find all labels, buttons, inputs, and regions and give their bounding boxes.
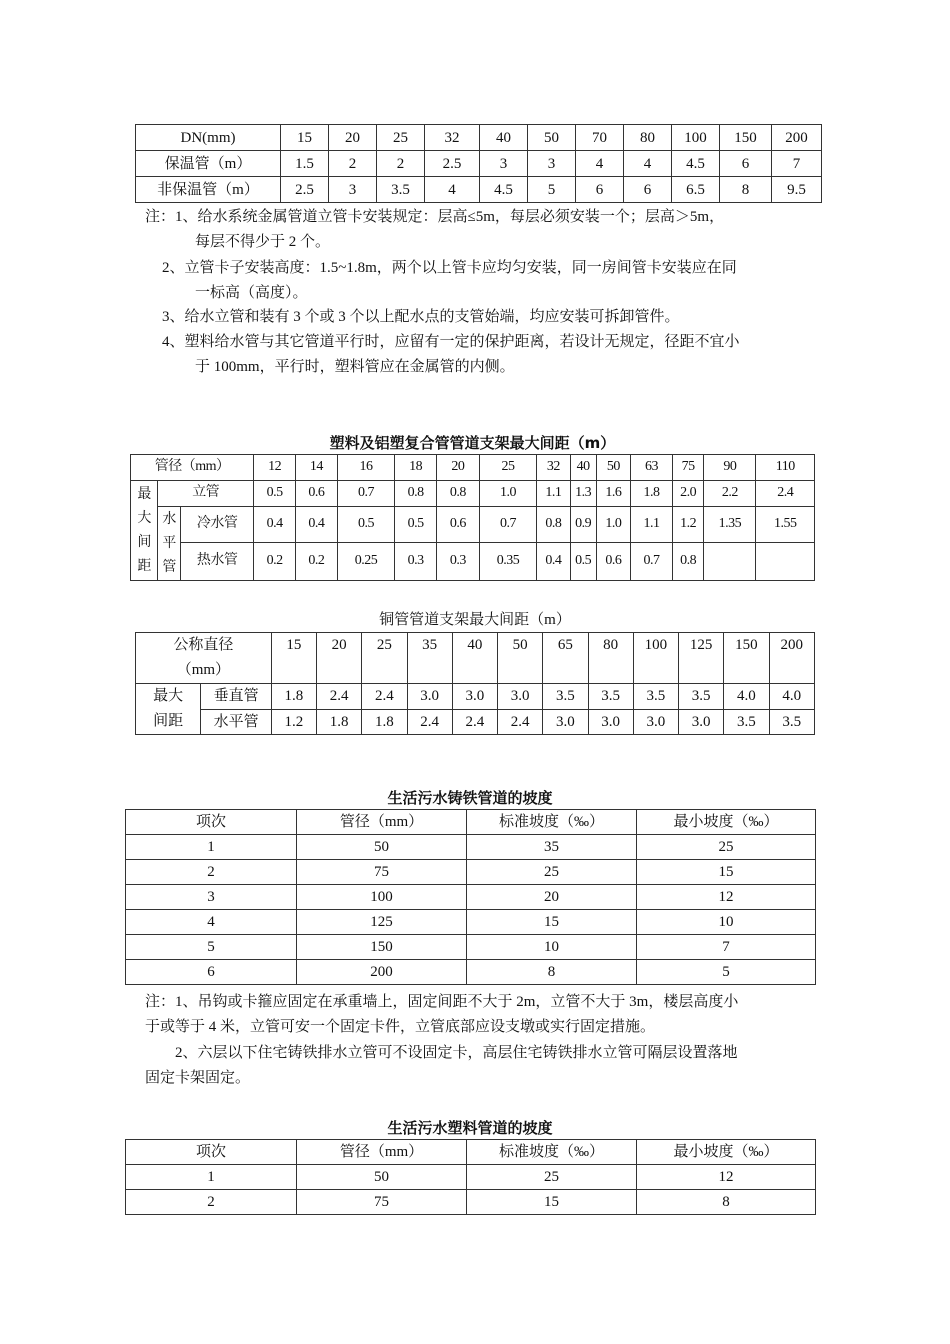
- value-cell: 15: [637, 860, 816, 885]
- value-cell: 25: [467, 1165, 637, 1190]
- size-cell: 150: [724, 633, 769, 684]
- value-cell: 2: [377, 151, 425, 177]
- value-cell: 0.7: [479, 507, 536, 543]
- table-body: [126, 1140, 816, 1215]
- value-cell: 5: [528, 177, 576, 203]
- value-cell: 3.5: [769, 709, 814, 735]
- value-cell: 8: [720, 177, 772, 203]
- value-cell: 2.5: [281, 177, 329, 203]
- value-cell: 3.0: [679, 709, 724, 735]
- size-cell: 65: [543, 633, 588, 684]
- value-cell: 1: [126, 835, 297, 860]
- value-cell: 2.4: [362, 684, 407, 710]
- value-cell: 0.4: [537, 543, 570, 581]
- value-cell: 3.5: [724, 709, 769, 735]
- value-cell: 8: [637, 1190, 816, 1215]
- value-cell: 0.35: [479, 543, 536, 581]
- header-cell: 最小坡度（‰）: [637, 1140, 816, 1165]
- note-1-line-a: 注：1、给水系统金属管道立管卡安装规定：层高≤5m，每层必须安装一个；层高＞5m，: [145, 209, 725, 225]
- value-cell: 3.5: [543, 684, 588, 710]
- value-cell: 3.5: [377, 177, 425, 203]
- value-cell: 80: [624, 125, 672, 151]
- value-cell: 3.0: [407, 684, 452, 710]
- copper-pipe-support-table: [135, 632, 815, 735]
- row-label-cell: DN(mm): [136, 125, 281, 151]
- value-cell: 2.5: [425, 151, 480, 177]
- value-cell: 20: [467, 885, 637, 910]
- table-row: [126, 960, 816, 985]
- table-row: [136, 709, 815, 735]
- note-3: 3、给水立管和装有 3 个或 3 个以上配水点的支管始端，均应安装可拆卸管件。: [162, 309, 680, 325]
- value-cell: 7: [772, 151, 822, 177]
- cold-label: 冷水管: [181, 507, 254, 543]
- value-cell: 0.6: [436, 507, 479, 543]
- value-cell: 2.4: [317, 684, 362, 710]
- size-cell: 40: [452, 633, 497, 684]
- size-cell: 50: [498, 633, 543, 684]
- value-cell: 0.4: [254, 507, 296, 543]
- value-cell: 0.5: [337, 507, 394, 543]
- value-cell: 2.4: [452, 709, 497, 735]
- table-row: [131, 481, 815, 507]
- size-cell: 40: [570, 455, 596, 481]
- value-cell: 8: [467, 960, 637, 985]
- value-cell: 2.4: [756, 481, 815, 507]
- value-cell: 0.4: [296, 507, 338, 543]
- table-row: [136, 177, 822, 203]
- header-row: [126, 1140, 816, 1165]
- value-cell: 6: [126, 960, 297, 985]
- value-cell: 6: [576, 177, 624, 203]
- value-cell: 1.55: [756, 507, 815, 543]
- value-cell: [704, 543, 756, 581]
- value-cell: 1: [126, 1165, 297, 1190]
- header-cell: 标准坡度（‰）: [467, 1140, 637, 1165]
- table-body: [126, 810, 816, 985]
- size-cell: 80: [588, 633, 633, 684]
- value-cell: 3: [126, 885, 297, 910]
- value-cell: 9.5: [772, 177, 822, 203]
- size-cell: 50: [596, 455, 630, 481]
- value-cell: 1.8: [271, 684, 316, 710]
- value-cell: 3.0: [588, 709, 633, 735]
- value-cell: 0.8: [395, 481, 437, 507]
- value-cell: 0.3: [395, 543, 437, 581]
- value-cell: 3.0: [543, 709, 588, 735]
- value-cell: 3: [528, 151, 576, 177]
- value-cell: 0.6: [296, 481, 338, 507]
- table-row: [126, 910, 816, 935]
- note-4-line-b: 于 100mm，平行时，塑料管应在金属管的内侧。: [195, 359, 515, 375]
- hot-label: 热水管: [181, 543, 254, 581]
- header-cell: 项次: [126, 810, 297, 835]
- table-row: [136, 633, 815, 684]
- value-cell: 0.3: [436, 543, 479, 581]
- header-row: [126, 810, 816, 835]
- size-cell: 20: [436, 455, 479, 481]
- value-cell: 7: [637, 935, 816, 960]
- value-cell: 25: [377, 125, 425, 151]
- header-line-1: 公称直径: [173, 637, 234, 653]
- value-cell: 50: [528, 125, 576, 151]
- value-cell: 35: [467, 835, 637, 860]
- table-row: [126, 1190, 816, 1215]
- value-cell: 1.0: [596, 507, 630, 543]
- value-cell: 15: [467, 1190, 637, 1215]
- plastic-pipe-support-table: [130, 454, 815, 581]
- max-line-1: 最大: [153, 688, 184, 704]
- value-cell: 75: [297, 1190, 467, 1215]
- value-cell: 3.0: [633, 709, 678, 735]
- value-cell: 0.5: [395, 507, 437, 543]
- size-cell: 25: [362, 633, 407, 684]
- value-cell: 1.2: [271, 709, 316, 735]
- max-spacing-label: 最大间距: [131, 481, 158, 581]
- value-cell: [756, 543, 815, 581]
- header-cell: [136, 633, 272, 684]
- value-cell: 32: [425, 125, 480, 151]
- value-cell: 4.5: [480, 177, 528, 203]
- value-cell: 5: [637, 960, 816, 985]
- value-cell: 12: [637, 885, 816, 910]
- table-row: [131, 507, 815, 543]
- plastic-slope-title: 生活污水塑料管道的坡度: [387, 1119, 553, 1137]
- value-cell: 50: [297, 1165, 467, 1190]
- value-cell: 10: [637, 910, 816, 935]
- value-cell: 1.35: [704, 507, 756, 543]
- value-cell: 100: [297, 885, 467, 910]
- size-cell: 90: [704, 455, 756, 481]
- note2-2-line-b: 固定卡架固定。: [145, 1070, 251, 1086]
- value-cell: 40: [480, 125, 528, 151]
- size-cell: 63: [631, 455, 673, 481]
- value-cell: 3: [329, 177, 377, 203]
- cast-iron-slope-title: 生活污水铸铁管道的坡度: [387, 789, 553, 807]
- value-cell: 1.0: [479, 481, 536, 507]
- size-cell: 125: [679, 633, 724, 684]
- value-cell: 150: [297, 935, 467, 960]
- size-cell: 35: [407, 633, 452, 684]
- value-cell: 10: [467, 935, 637, 960]
- table-row: [131, 543, 815, 581]
- note2-2-line-a: 2、六层以下住宅铸铁排水立管可不设固定卡，高层住宅铸铁排水立管可隔层设置落地: [175, 1045, 738, 1061]
- table-row: [126, 885, 816, 910]
- value-cell: 15: [281, 125, 329, 151]
- value-cell: 6.5: [672, 177, 720, 203]
- value-cell: 4.0: [724, 684, 769, 710]
- header-cell: 管径（mm）: [297, 810, 467, 835]
- value-cell: 1.1: [631, 507, 673, 543]
- plastic-pipe-table-title: 塑料及铝塑复合管管道支架最大间距（m）: [329, 434, 616, 452]
- copper-pipe-table-title: 铜管管道支架最大间距（m）: [379, 612, 571, 628]
- value-cell: 3.5: [588, 684, 633, 710]
- size-cell: 200: [769, 633, 814, 684]
- value-cell: 3.5: [633, 684, 678, 710]
- value-cell: 25: [637, 835, 816, 860]
- value-cell: 2: [126, 860, 297, 885]
- value-cell: 0.5: [570, 543, 596, 581]
- note2-1-line-a: 注：1、吊钩或卡箍应固定在承重墙上，固定间距不大于 2m，立管不大于 3m，楼层高度小: [145, 994, 739, 1010]
- cast-iron-slope-table: [125, 809, 816, 985]
- value-cell: 1.8: [362, 709, 407, 735]
- table-row: [136, 684, 815, 710]
- size-cell: 14: [296, 455, 338, 481]
- value-cell: 1.6: [596, 481, 630, 507]
- value-cell: 2: [329, 151, 377, 177]
- value-cell: 0.6: [596, 543, 630, 581]
- value-cell: 25: [467, 860, 637, 885]
- note-4-line-a: 4、塑料给水管与其它管道平行时，应留有一定的保护距离，若设计无规定，径距不宜小: [162, 334, 740, 350]
- value-cell: 4: [576, 151, 624, 177]
- value-cell: 2.2: [704, 481, 756, 507]
- value-cell: 0.25: [337, 543, 394, 581]
- note-1-line-b: 每层不得少于 2 个。: [195, 234, 331, 250]
- value-cell: 3.5: [679, 684, 724, 710]
- value-cell: 50: [297, 835, 467, 860]
- value-cell: 2.4: [407, 709, 452, 735]
- value-cell: 4.0: [769, 684, 814, 710]
- pipe-clamp-spacing-table: [135, 124, 822, 203]
- note-2-line-b: 一标高（高度）。: [195, 285, 308, 301]
- table-row: [131, 455, 815, 481]
- value-cell: 5: [126, 935, 297, 960]
- value-cell: 0.5: [254, 481, 296, 507]
- value-cell: 0.2: [254, 543, 296, 581]
- table-row: [126, 835, 816, 860]
- value-cell: 125: [297, 910, 467, 935]
- header-cell: 最小坡度（‰）: [637, 810, 816, 835]
- value-cell: 4.5: [672, 151, 720, 177]
- value-cell: 20: [329, 125, 377, 151]
- header-cell: 项次: [126, 1140, 297, 1165]
- table-row: [126, 860, 816, 885]
- note-2-line-a: 2、立管卡子安装高度：1.5~1.8m，两个以上管卡应均匀安装，同一房间管卡安装应在同: [162, 260, 737, 276]
- size-cell: 12: [254, 455, 296, 481]
- value-cell: 0.7: [631, 543, 673, 581]
- max-line-2: 间距: [153, 713, 184, 729]
- size-cell: 110: [756, 455, 815, 481]
- value-cell: 4: [425, 177, 480, 203]
- value-cell: 70: [576, 125, 624, 151]
- size-cell: 15: [271, 633, 316, 684]
- header-line-2: （mm）: [176, 662, 231, 678]
- value-cell: 1.8: [317, 709, 362, 735]
- table-row: [136, 151, 822, 177]
- value-cell: 0.8: [672, 543, 703, 581]
- value-cell: 6: [720, 151, 772, 177]
- value-cell: 0.2: [296, 543, 338, 581]
- value-cell: 75: [297, 860, 467, 885]
- horizontal-label: 水平管: [201, 709, 271, 735]
- value-cell: 2: [126, 1190, 297, 1215]
- value-cell: 0.8: [537, 507, 570, 543]
- size-cell: 20: [317, 633, 362, 684]
- size-cell: 32: [537, 455, 570, 481]
- size-cell: 18: [395, 455, 437, 481]
- value-cell: 0.8: [436, 481, 479, 507]
- vertical-label: 垂直管: [201, 684, 271, 710]
- table-body: [136, 125, 822, 203]
- header-cell: 管径（mm）: [131, 455, 254, 481]
- size-cell: 25: [479, 455, 536, 481]
- value-cell: 3: [480, 151, 528, 177]
- value-cell: 0.9: [570, 507, 596, 543]
- value-cell: 0.7: [337, 481, 394, 507]
- vertical-label: 立管: [158, 481, 254, 507]
- value-cell: 1.1: [537, 481, 570, 507]
- size-cell: 16: [337, 455, 394, 481]
- table-row: [136, 125, 822, 151]
- value-cell: 1.5: [281, 151, 329, 177]
- plastic-slope-table: [125, 1139, 816, 1215]
- table-row: [126, 1165, 816, 1190]
- value-cell: 1.2: [672, 507, 703, 543]
- value-cell: 1.8: [631, 481, 673, 507]
- value-cell: 1.3: [570, 481, 596, 507]
- value-cell: 3.0: [452, 684, 497, 710]
- size-cell: 75: [672, 455, 703, 481]
- value-cell: 4: [126, 910, 297, 935]
- value-cell: 100: [672, 125, 720, 151]
- max-spacing-label: [136, 684, 201, 735]
- value-cell: 200: [297, 960, 467, 985]
- horizontal-label: 水平管: [158, 507, 181, 581]
- value-cell: 15: [467, 910, 637, 935]
- value-cell: 12: [637, 1165, 816, 1190]
- value-cell: 200: [772, 125, 822, 151]
- row-label-cell: 保温管（m）: [136, 151, 281, 177]
- value-cell: 2.0: [672, 481, 703, 507]
- value-cell: 150: [720, 125, 772, 151]
- value-cell: 6: [624, 177, 672, 203]
- note2-1-line-b: 于或等于 4 米，立管可安一个固定卡件，立管底部应设支墩或实行固定措施。: [145, 1019, 656, 1035]
- size-cell: 100: [633, 633, 678, 684]
- value-cell: 3.0: [498, 684, 543, 710]
- value-cell: 4: [624, 151, 672, 177]
- value-cell: 2.4: [498, 709, 543, 735]
- header-cell: 标准坡度（‰）: [467, 810, 637, 835]
- header-cell: 管径（mm）: [297, 1140, 467, 1165]
- row-label-cell: 非保温管（m）: [136, 177, 281, 203]
- table-row: [126, 935, 816, 960]
